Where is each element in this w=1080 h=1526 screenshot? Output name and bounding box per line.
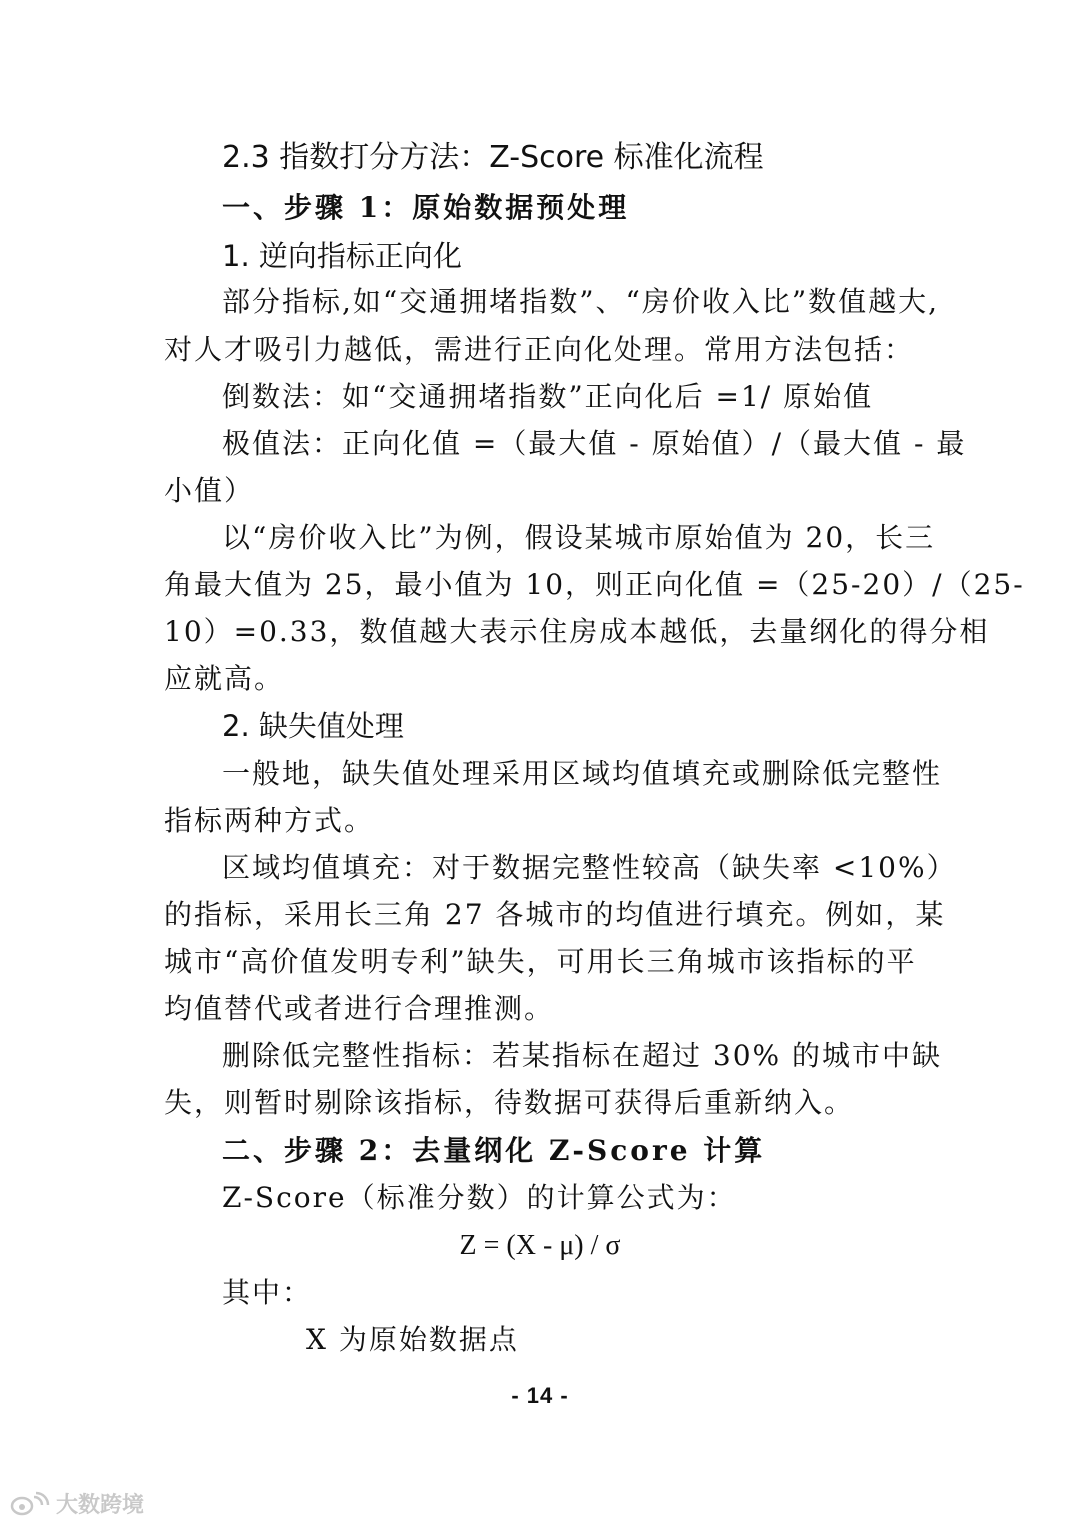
paragraph-line: 删除低完整性指标：若某指标在超过 30% 的城市中缺 [222, 1039, 943, 1072]
step1-heading: 一、步骤 1：原始数据预处理 [222, 191, 630, 224]
paragraph-line: 其中： [222, 1276, 313, 1309]
paragraph-line: Z-Score（标准分数）的计算公式为： [222, 1181, 737, 1214]
paragraph-line: 的指标，采用长三角 27 各城市的均值进行填充。例如，某 [164, 898, 946, 931]
step2-heading: 二、步骤 2：去量纲化 Z-Score 计算 [222, 1134, 766, 1167]
watermark [10, 1488, 144, 1519]
paragraph-line: 10）=0.33，数值越大表示住房成本越低，去量纲化的得分相 [164, 615, 990, 648]
paragraph-line: 城市“高价值发明专利”缺失，可用长三角城市该指标的平 [164, 945, 917, 978]
paragraph-line: 以“房价收入比”为例，假设某城市原始值为 20，长三 [222, 521, 936, 554]
page-number: - 14 - [511, 1383, 569, 1408]
subheading-reverse-indicators: 1. 逆向指标正向化 [222, 239, 462, 273]
paragraph-line: 指标两种方式。 [164, 804, 375, 837]
paragraph-line: 角最大值为 25，最小值为 10，则正向化值 =（25-20）/（25- [164, 568, 1025, 601]
paragraph-line: 一般地，缺失值处理采用区域均值填充或删除低完整性 [222, 757, 943, 790]
paragraph-line: 区域均值填充：对于数据完整性较高（缺失率 <10%） [222, 851, 957, 884]
watermark-text: 大数跨境 [56, 1493, 145, 1518]
subheading-missing-values: 2. 缺失值处理 [222, 709, 404, 743]
paragraph-line: 均值替代或者进行合理推测。 [164, 992, 555, 1025]
weibo-logo-icon [10, 1491, 52, 1517]
paragraph-line: 应就高。 [164, 662, 285, 695]
paragraph-line: 失，则暂时剔除该指标，待数据可获得后重新纳入。 [164, 1086, 855, 1119]
paragraph-line: 对人才吸引力越低，需进行正向化处理。常用方法包括： [164, 333, 915, 366]
paragraph-line: 极值法：正向化值 =（最大值 - 原始值）/（最大值 - 最 [222, 427, 967, 460]
paragraph-line: 倒数法：如“交通拥堵指数”正向化后 =1/ 原始值 [222, 380, 874, 413]
paragraph-line: 小值） [164, 474, 255, 507]
paragraph-line: 部分指标,如“交通拥堵指数”、“房价收入比”数值越大, [222, 285, 940, 318]
section-heading: 2.3 指数打分方法：Z-Score 标准化流程 [222, 140, 764, 175]
paragraph-line: X 为原始数据点 [306, 1323, 519, 1356]
zscore-formula: Z = (X - μ) / σ [459, 1230, 621, 1261]
